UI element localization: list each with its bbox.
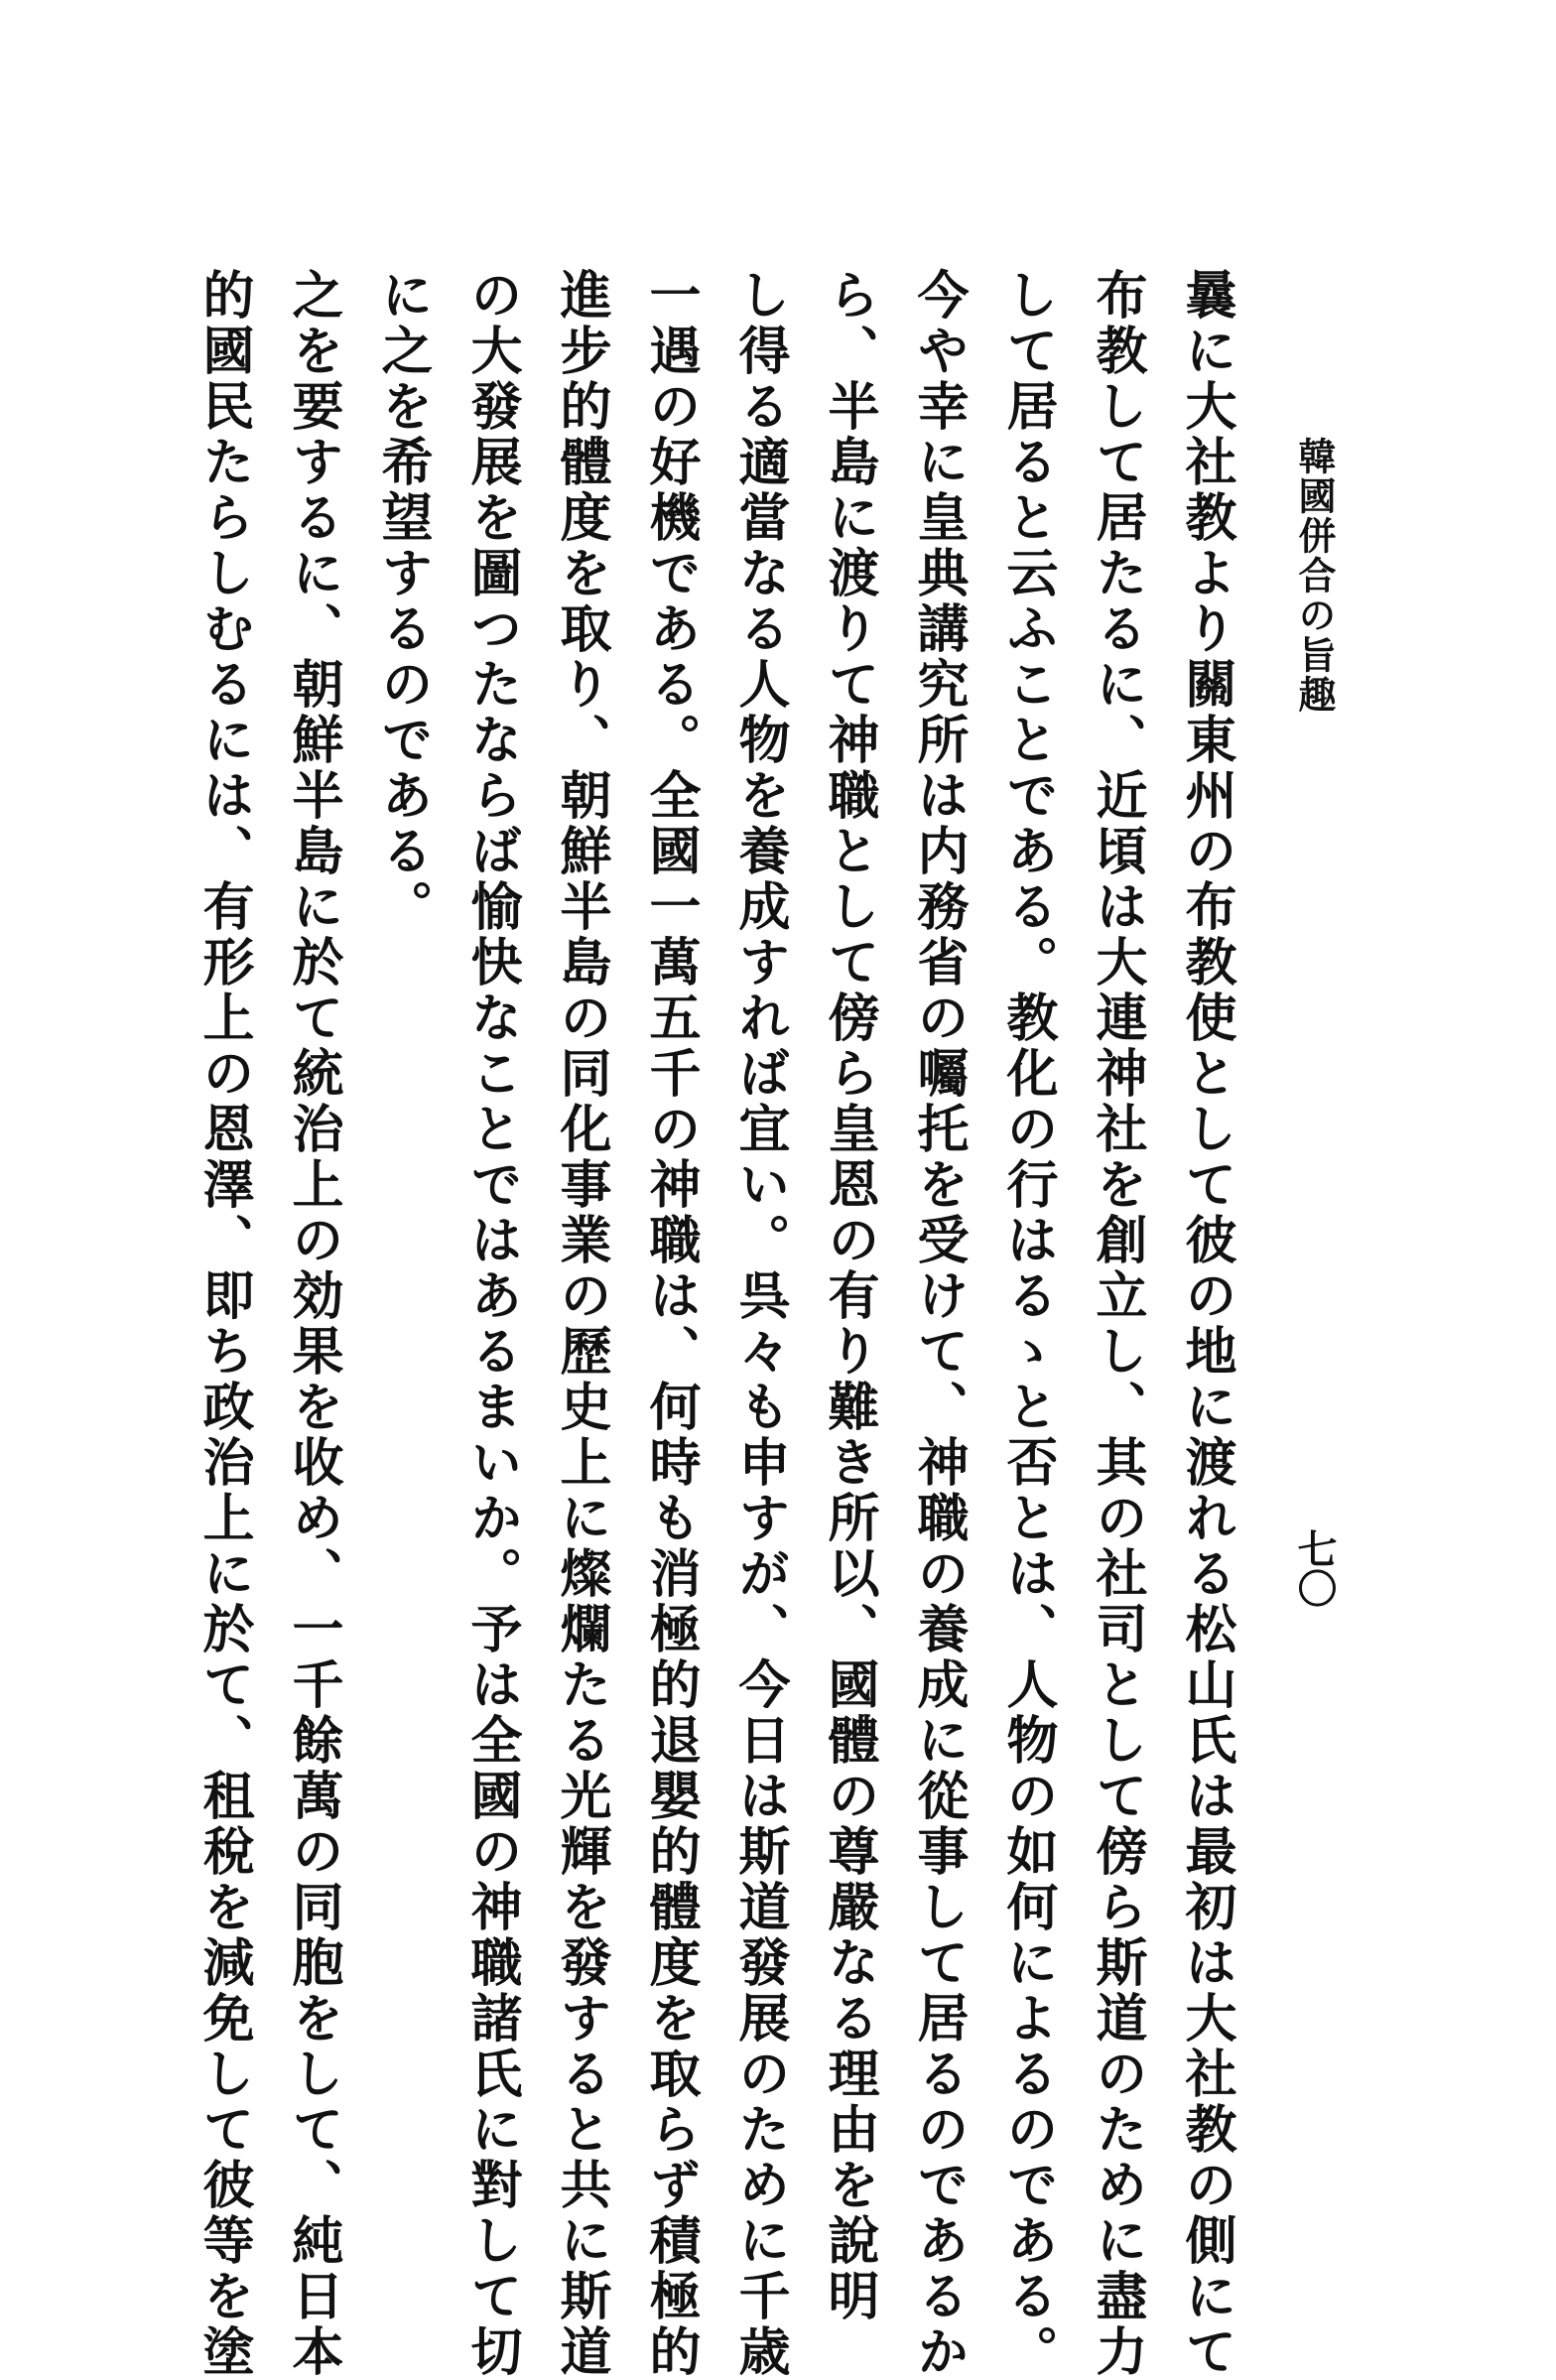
running-head: 韓國併合の旨趣 [1292, 437, 1337, 715]
text-column: ら、半島に渡りて神職として傍ら皇恩の有り難き所以、國體の尊嚴なる理由を說明 [819, 268, 879, 2324]
text-column: 一遇の好機である。全國一萬五千の神職は、何時も消極的退嬰的體度を取らず積極的 [640, 268, 701, 2380]
text-column: 進步的體度を取り、朝鮮半島の同化事業の歷史上に燦爛たる光輝を發すると共に斯道 [551, 268, 611, 2380]
text-column: して居ると云ふことである。教化の行はるゝと否とは、人物の如何によるのである。 [997, 268, 1058, 2380]
page-number: 七〇 [1291, 1528, 1338, 1608]
text-column: 布教して居たるに、近頃は大連神社を創立し、其の社司として傍ら斯道のために盡力 [1087, 268, 1147, 2380]
text-column: し得る適當なる人物を養成すれば宜い。呉々も申すが、今日は斯道發展のために千歳 [729, 268, 790, 2380]
text-column: 曩に大社教より關東州の布教使として彼の地に渡れる松山氏は最初は大社教の側にて [1176, 268, 1236, 2380]
text-column: に之を希望するのである。 [372, 268, 433, 935]
text-column: 今や幸に皇典講究所は内務省の囑托を受けて、神職の養成に從事して居るのであるか [908, 268, 969, 2380]
text-column: 之を要するに、朝鮮半島に於て統治上の効果を收め、一千餘萬の同胞をして、純日本 [283, 268, 343, 2380]
text-column: の大發展を圖つたならば愉快なことではあるまいか。予は全國の神職諸氏に對して切 [461, 268, 522, 2380]
text-column: 的國民たらしむるには、有形上の恩澤、即ち政治上に於て、租稅を減免して彼等を塗 [194, 268, 254, 2380]
body-text [194, 268, 1250, 2380]
